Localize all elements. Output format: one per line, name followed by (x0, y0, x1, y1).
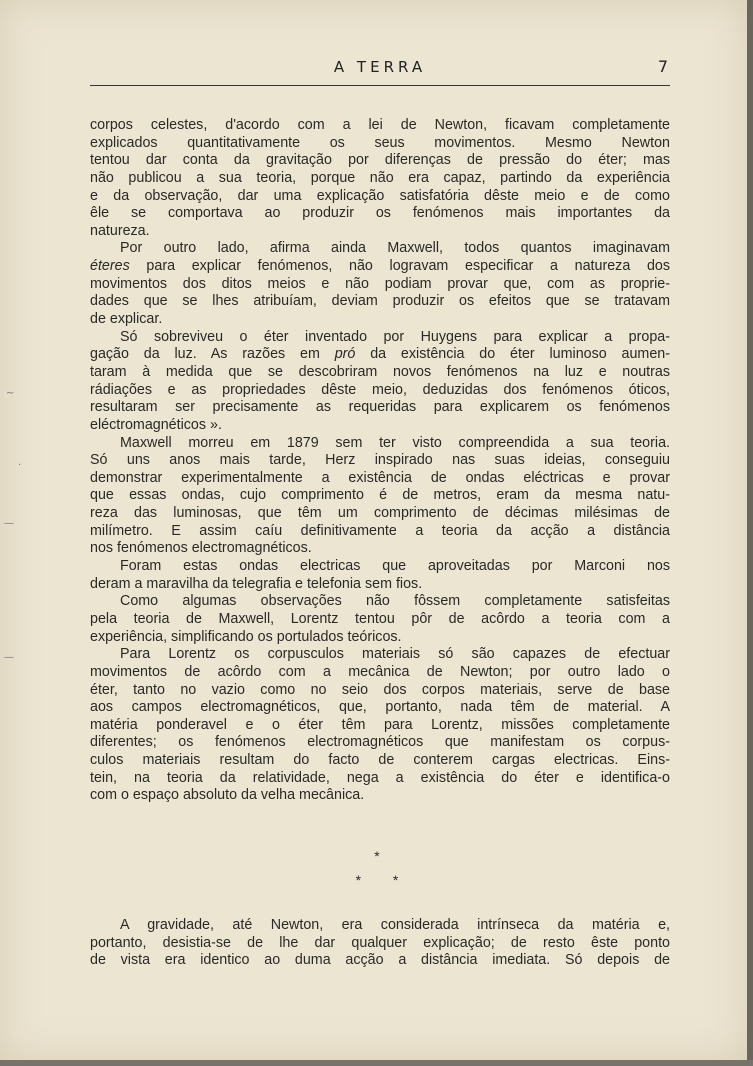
text-line: Por outro lado, afirma ainda Maxwell, todos quantos imaginavam (120, 240, 670, 257)
text-line: aos campos electromagnéticos, que, portanto, nada têm de material. A (90, 699, 670, 716)
text-line: experiência, simplificando os portulados teóricos. (90, 628, 402, 645)
text-line: explicados quantitativamente os seus movimentos. Mesmo Newton (90, 134, 670, 151)
text-line: Só uns anos mais tarde, Herz inspirado nas suas ideias, conseguiu (90, 452, 670, 469)
text-line: rádiações e as propriedades dêste meio, deduzidas dos fenómenos óticos, (90, 381, 670, 398)
main-text (90, 117, 670, 805)
text-line: tentou dar conta da gravitação por diferenças de pressão do éter; mas (90, 152, 670, 169)
text-line: milímetro. E assim caíu definitivamente a teoria da acção a distância (90, 522, 670, 539)
text-line: matéria ponderavel e o éter têm para Lorentz, missões completamente (90, 716, 670, 733)
text-line: portanto, desistia-se de lhe dar qualquer explicação; de resto êste ponto (90, 934, 670, 951)
text-line: deram a maravilha da telegrafia e telefonia sem fios. (90, 575, 423, 592)
text-line: êle se comportava ao produzir os fenómenos mais importantes da (90, 205, 670, 222)
text-line: demonstrar experimentalmente a existência de ondas eléctricas e provar (90, 469, 670, 486)
asterism-top: * (374, 848, 380, 864)
text-line: com o espaço absoluto da velha mecânica. (90, 787, 365, 804)
text-line: resultaram ser precisamente as requeridas para explicarem os fenómenos (90, 399, 670, 416)
text-line: não publicou a sua teoria, porque não era capaz, partindo da experiência (90, 169, 670, 186)
text-line: éter, tanto no vazio como no seio dos corpos materiais, serve de base (90, 681, 670, 698)
text-line: Para Lorentz os corpusculos materiais só são capazes de efectuar (120, 646, 670, 663)
text-line: eléctromagnéticos ». (90, 416, 222, 433)
running-title: A TERRA (333, 58, 427, 76)
page-number: 7 (657, 57, 668, 76)
page-header (90, 58, 670, 88)
text-line: Foram estas ondas electricas que aproveitadas por Marconi nos (120, 558, 670, 575)
text-line: éteres para explicar fenómenos, não logravam especificar a natureza dos (90, 258, 670, 275)
text-line: corpos celestes, d'acordo com a lei de Newton, ficavam completamente (90, 117, 670, 133)
text-line: Como algumas observações não fôssem completamente satisfeitas (120, 593, 670, 610)
text-line: que essas ondas, cujo comprimento é de metros, eram da mesma natu- (90, 487, 670, 504)
text-line: diferentes; os fenómenos electromagnéticos que manifestam os corpus- (90, 734, 670, 751)
page-edge-bottom (0, 1060, 753, 1066)
page-edge-right (747, 0, 753, 1066)
text-line: Maxwell morreu em 1879 sem ter visto compreendida a sua teoria. (120, 434, 670, 451)
text-line: movimentos de acôrdo com a mecânica de Newton; por outro lado o (90, 663, 670, 680)
text-line: de vista era identico ao duma acção a distância imediata. Só depois de (90, 952, 670, 969)
text-line: taram à medida que se descobriram novos fenómenos na luz e noutras (90, 363, 670, 380)
text-line: de explicar. (90, 311, 163, 328)
text-line: natureza. (90, 222, 150, 239)
margin-mark: — (4, 518, 14, 529)
text-line: e da observação, dar uma explicação satisfatória dêste meio e de como (90, 187, 670, 204)
text-line: gação da luz. As razões em pró da existência do éter luminoso aumen- (90, 346, 671, 363)
text-line: Só sobreviveu o éter inventado por Huygens para explicar a propa- (120, 328, 670, 345)
main-text-continued (90, 917, 670, 970)
text-line: tein, na teoria da relatividade, nega a existência do éter e identifica-o (90, 769, 670, 786)
text-line: pela teoria de Maxwell, Lorentz tentou pôr de acôrdo a teoria com a (90, 610, 670, 627)
text-line: A gravidade, até Newton, era considerada intrínseca da matéria e, (120, 917, 670, 933)
text-line: movimentos dos ditos meios e não podiam provar que, com as proprie- (90, 275, 670, 292)
text-line: dades que se lhes atribuíam, deviam produzir os efeitos que se tratavam (90, 293, 670, 310)
header-rule (90, 85, 670, 86)
margin-mark: — (4, 652, 14, 663)
margin-mark: ~ (6, 388, 15, 399)
text-line: culos materiais resultam do facto de conterem cargas electricas. Eins- (90, 752, 670, 769)
asterism-bottom: * * (355, 872, 399, 888)
margin-mark: · (18, 460, 22, 471)
text-line: reza das luminosas, que têm um comprimento de décimas milésimas de (90, 505, 670, 522)
text-line: nos fenómenos electromagnéticos. (90, 540, 312, 557)
